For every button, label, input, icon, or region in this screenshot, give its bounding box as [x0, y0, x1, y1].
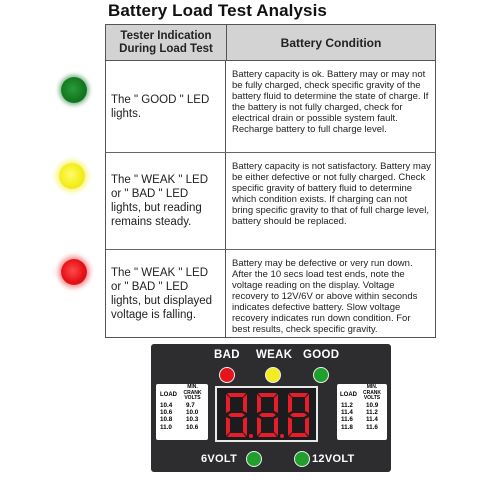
- segment-dp: [280, 434, 284, 438]
- seven-segment-display: [215, 386, 318, 442]
- tester-panel: [151, 344, 391, 472]
- digit-3: [288, 393, 309, 437]
- min-crank-volts-header: MIN. CRANK VOLTS: [183, 384, 202, 401]
- segment-c: [274, 417, 278, 436]
- load-values: 11.2 11.4 11.6 11.8: [341, 402, 353, 431]
- table-row: [106, 61, 435, 153]
- bad-label: BAD: [214, 349, 240, 361]
- segment-f: [226, 394, 230, 413]
- segment-e: [257, 417, 261, 436]
- weak-led-icon: [265, 367, 281, 383]
- good-label: GOOD: [303, 349, 340, 361]
- segment-b: [305, 394, 309, 413]
- red-led-icon: [61, 259, 87, 285]
- min-crank-values: 10.9 11.2 11.4 11.6: [366, 402, 379, 431]
- segment-d: [227, 433, 246, 437]
- yellow-led-icon: [59, 163, 85, 189]
- segment-f: [257, 394, 261, 413]
- load-table-right: [337, 384, 387, 440]
- digit-1: [226, 393, 253, 438]
- indication-cell: [106, 153, 226, 249]
- table-header: [106, 25, 435, 61]
- segment-f: [288, 394, 292, 413]
- table-row: [106, 153, 435, 250]
- segment-a: [227, 393, 246, 397]
- 6volt-led-icon: [246, 451, 262, 467]
- segment-e: [226, 417, 230, 436]
- min-crank-values: 9.7 10.0 10.3 10.6: [186, 402, 199, 431]
- header-battery-condition: Battery Condition: [280, 35, 382, 50]
- 12volt-label: 12VOLT: [312, 453, 355, 465]
- load-header: LOAD: [340, 392, 357, 398]
- segment-b: [243, 394, 247, 413]
- indication-cell: [106, 61, 226, 152]
- indication-cell: [106, 250, 226, 337]
- condition-cell: Battery capacity is ok. Battery may or may not be fully charged, check specific gravity of the battery fluid to determine the state of charge. If the battery is not fully charged, check for electrical drain or possible system fault. Recharge battery to full charge level.: [232, 69, 429, 135]
- condition-cell: Battery may be defective or very run down. After the 10 secs load test ends, note the voltage reading on the display. Voltage recovery to 12V/6V or above within seconds indicates defective battery. Slow voltage recovery indicates run down condition. For best results, check specific gravity.: [232, 258, 418, 335]
- indication-text: The " GOOD " LED lights.: [111, 93, 210, 120]
- page-title: Battery Load Test Analysis: [108, 1, 327, 20]
- segment-g: [290, 413, 307, 417]
- segment-a: [289, 393, 308, 397]
- weak-label: WEAK: [256, 349, 293, 361]
- indication-text: The " WEAK " LED or " BAD " LED lights, but displayed voltage is falling.: [111, 266, 213, 321]
- green-led-icon: [61, 77, 87, 103]
- table-row: [106, 250, 435, 337]
- good-led-icon: [313, 367, 329, 383]
- load-values: 10.4 10.6 10.8 11.0: [160, 402, 173, 431]
- segment-dp: [249, 434, 253, 438]
- segment-d: [258, 433, 277, 437]
- segment-c: [243, 417, 247, 436]
- segment-b: [274, 394, 278, 413]
- load-header: LOAD: [160, 392, 177, 398]
- indication-text: The " WEAK " LED or " BAD " LED lights, but reading remains steady.: [111, 174, 208, 228]
- segment-g: [259, 413, 276, 417]
- load-table-left: [156, 384, 208, 440]
- segment-a: [258, 393, 277, 397]
- load-test-table: [105, 24, 436, 338]
- min-crank-volts-header: MIN. CRANK VOLTS: [362, 384, 382, 401]
- segment-g: [228, 413, 245, 417]
- condition-cell: Battery capacity is not satisfactory. Battery may be either defective or not fully charged. Check specific gravity of battery fluid to determine which condition exists. If charging can not bring specific gravity to that of full charge level, battery should be replaced.: [232, 161, 431, 227]
- digit-2: [257, 393, 284, 438]
- bad-led-icon: [219, 367, 235, 383]
- segment-e: [288, 417, 292, 436]
- segment-d: [289, 433, 308, 437]
- seven-segment-digits: [217, 388, 316, 440]
- segment-c: [305, 417, 309, 436]
- 6volt-label: 6VOLT: [201, 453, 238, 465]
- header-tester-indication: Tester Indication During Load Test: [106, 25, 227, 60]
- 12volt-led-icon: [294, 451, 310, 467]
